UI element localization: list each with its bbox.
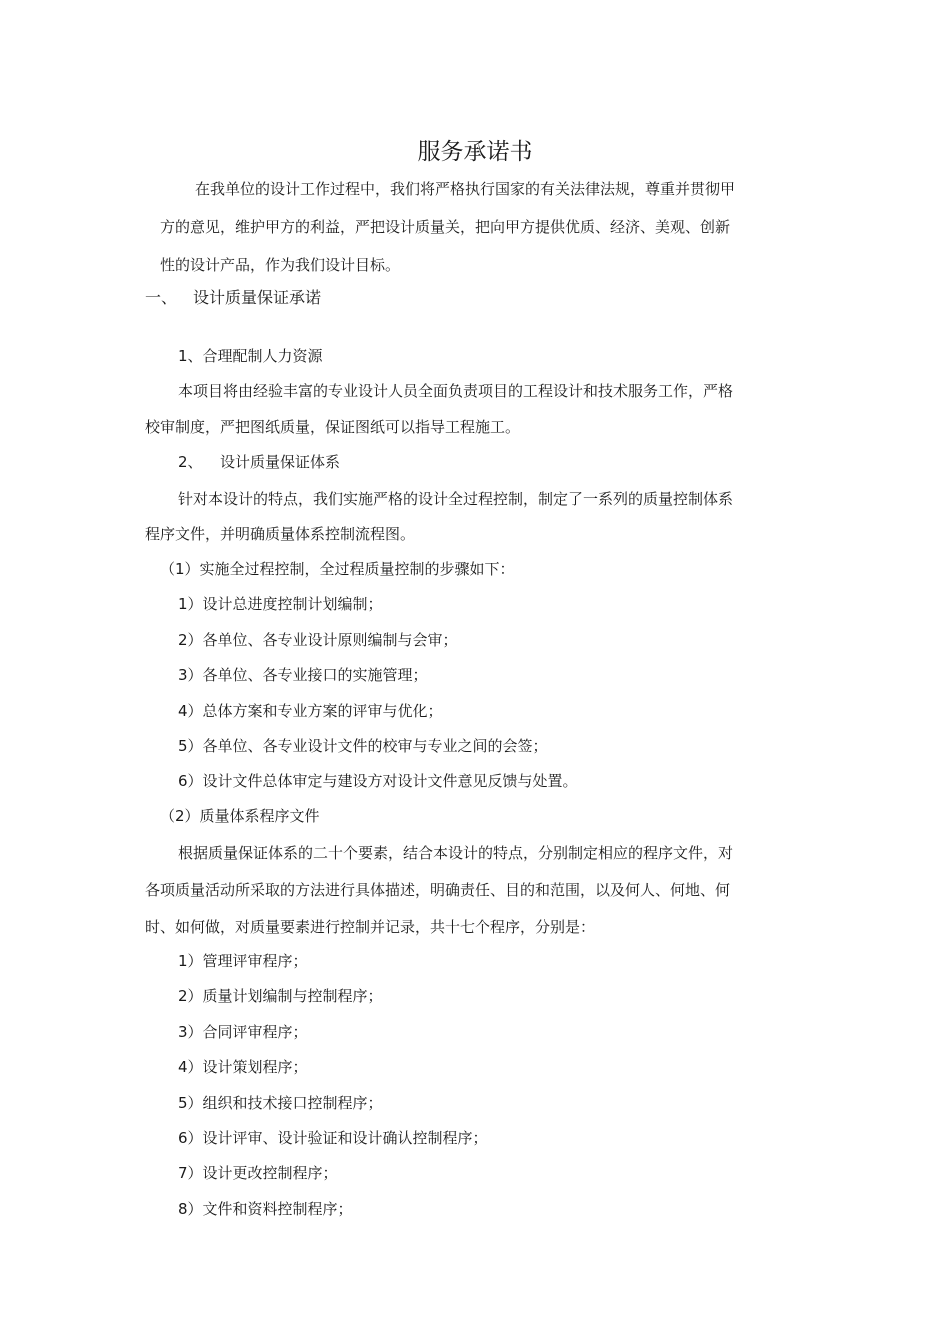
list-item: 2）质量计划编制与控制程序； <box>178 987 383 1005</box>
list-item: 7）设计更改控制程序； <box>178 1164 338 1182</box>
list-item: 8）文件和资料控制程序； <box>178 1200 353 1218</box>
intro-line: 在我单位的设计工作过程中，我们将严格执行国家的有关法律法规，尊重并贯彻甲 <box>195 180 736 198</box>
body-line: 程序文件，并明确质量体系控制流程图。 <box>145 525 416 543</box>
body-line: 本项目将由经验丰富的专业设计人员全面负责项目的工程设计和技术服务工作，严格 <box>178 382 734 400</box>
item-number: 2、 <box>178 453 203 471</box>
list-item: 4）总体方案和专业方案的评审与优化； <box>178 702 443 720</box>
subsection-heading: （2）质量体系程序文件 <box>160 807 320 825</box>
body-line: 各项质量活动所采取的方法进行具体描述，明确责任、目的和范围，以及何人、何地、何 <box>145 881 731 899</box>
section-number: 一、 <box>145 288 178 307</box>
list-item: 5）各单位、各专业设计文件的校审与专业之间的会签； <box>178 737 548 755</box>
list-item: 6）设计文件总体审定与建设方对设计文件意见反馈与处置。 <box>178 772 578 790</box>
list-item: 1）管理评审程序； <box>178 952 308 970</box>
body-line: 根据质量保证体系的二十个要素，结合本设计的特点，分别制定相应的程序文件，对 <box>178 844 734 862</box>
intro-line: 性的设计产品，作为我们设计目标。 <box>160 256 401 274</box>
list-item: 3）各单位、各专业接口的实施管理； <box>178 666 428 684</box>
body-line: 校审制度，严把图纸质量，保证图纸可以指导工程施工。 <box>145 418 521 436</box>
subsection-heading: （1）实施全过程控制，全过程质量控制的步骤如下： <box>160 560 515 578</box>
list-item: 3）合同评审程序； <box>178 1023 308 1041</box>
list-item: 6）设计评审、设计验证和设计确认控制程序； <box>178 1129 488 1147</box>
intro-line: 方的意见，维护甲方的利益，严把设计质量关，把向甲方提供优质、经济、美观、创新 <box>160 218 731 236</box>
list-item: 4）设计策划程序； <box>178 1058 308 1076</box>
item-heading: 设计质量保证体系 <box>220 453 341 471</box>
body-line: 时、如何做，对质量要素进行控制并记录，共十七个程序，分别是： <box>145 918 596 936</box>
item-heading: 1、合理配制人力资源 <box>178 347 323 365</box>
body-line: 针对本设计的特点，我们实施严格的设计全过程控制，制定了一系列的质量控制体系 <box>178 490 734 508</box>
list-item: 2）各单位、各专业设计原则编制与会审； <box>178 631 458 649</box>
list-item: 5）组织和技术接口控制程序； <box>178 1094 383 1112</box>
document-title: 服务承诺书 <box>417 139 533 165</box>
section-heading: 设计质量保证承诺 <box>193 288 322 307</box>
list-item: 1）设计总进度控制计划编制； <box>178 595 383 613</box>
